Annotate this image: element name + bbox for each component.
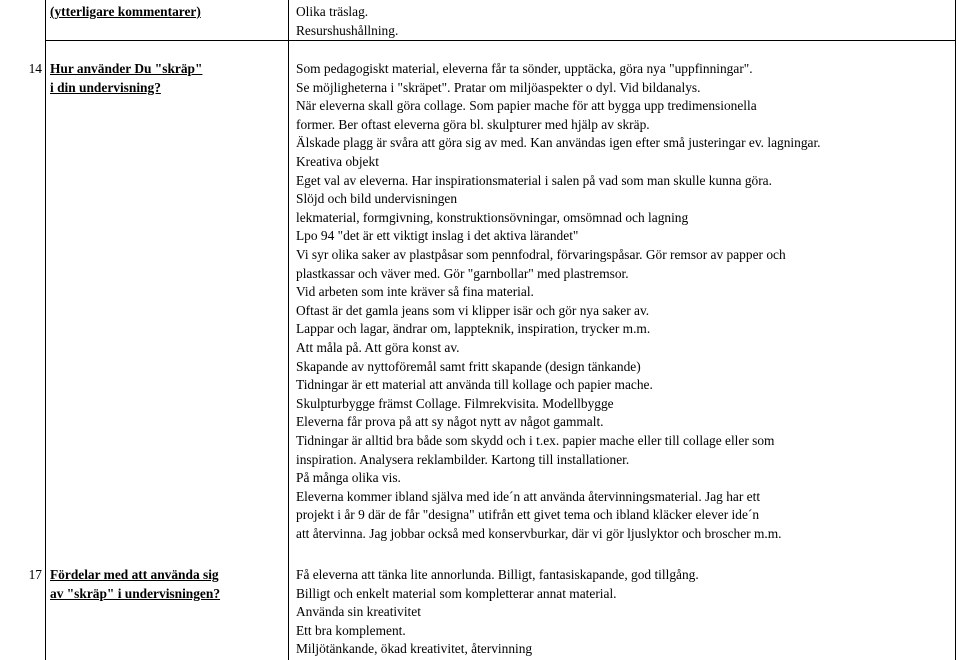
row-divider-header <box>45 40 956 41</box>
answer-line: På många olika vis. <box>296 470 401 486</box>
answer-line: Skulpturbygge främst Collage. Filmrekvisita. Modellbygge <box>296 395 614 411</box>
answer-line: Som pedagogiskt material, eleverna får ta sönder, upptäcka, göra nya "uppfinningar". <box>296 61 753 76</box>
answer-line: inspiration. Analysera reklambilder. Kartong till installationer. <box>296 451 630 467</box>
answer-line: Lpo 94 "det är ett viktigt inslag i det aktiva lärandet" <box>296 228 579 244</box>
question-text: i din undervisning? <box>50 79 161 95</box>
header-answer-line: Resurshushållning. <box>296 22 399 38</box>
answer-line: Skapande av nyttoföremål samt fritt skapande (design tänkande) <box>296 358 641 374</box>
answer-line: Oftast är det gamla jeans som vi klipper isär och gör nya saker av. <box>296 302 650 318</box>
answer-line: Kreativa objekt <box>296 154 379 169</box>
column-divider-left <box>45 0 46 660</box>
answer-line: Eleverna får prova på att sy något nytt av något gammalt. <box>296 414 604 430</box>
answer-line: Tidningar är ett material att använda till kollage och papier mache. <box>296 377 653 393</box>
answer-line: Använda sin kreativitet <box>296 604 421 620</box>
answer-line: Att måla på. Att göra konst av. <box>296 340 460 355</box>
answer-line: Eleverna kommer ibland själva med ide´n att använda återvinningsmaterial. Jag har ett <box>296 488 761 504</box>
answer-line: att återvinna. Jag jobbar också med konservburkar, där vi gör ljuslyktor och broscher m.m. <box>296 526 782 541</box>
column-divider-right <box>955 0 956 660</box>
answer-line: Se möjligheterna i "skräpet". Pratar om miljöaspekter o dyl. Vid bildanalys. <box>296 79 701 95</box>
question-text: Hur använder Du "skräp" <box>50 61 203 76</box>
answer-line: Eget val av eleverna. Har inspirationsmaterial i salen på vad som man skulle kunna göra. <box>296 172 772 188</box>
answer-line: Ett bra komplement. <box>296 622 406 638</box>
answer-line: projekt i år 9 där de får "designa" utifrån ett givet tema och ibland kläcker elever ide´n <box>296 507 760 523</box>
answer-line: Billigt och enkelt material som kompletterar annat material. <box>296 585 617 601</box>
answer-line: Slöjd och bild undervisningen <box>296 191 458 207</box>
question-text: Fördelar med att använda sig <box>50 567 219 582</box>
answer-line: Vi syr olika saker av plastpåsar som pennfodral, förvaringspåsar. Gör remsor av papper och <box>296 247 786 262</box>
answer-line: Vid arbeten som inte kräver så fina material. <box>296 284 534 300</box>
header-question: (ytterligare kommentarer) <box>50 4 201 19</box>
answer-line: Tidningar är alltid bra både som skydd och i t.ex. papier mache eller till collage eller som <box>296 433 775 448</box>
answer-line: Lappar och lagar, ändrar om, lappteknik, inspiration, trycker m.m. <box>296 321 651 337</box>
header-answer-line: Olika träslag. <box>296 4 369 19</box>
answer-line: Miljötänkande, ökad kreativitet, återvinning <box>296 641 533 657</box>
answer-line: lekmaterial, formgivning, konstruktionsövningar, omsömnad och lagning <box>296 209 689 225</box>
answer-line: plastkassar och väver med. Gör "garnbollar" med plastremsor. <box>296 265 629 281</box>
answer-line: När eleverna skall göra collage. Som papier mache för att bygga upp tredimensionella <box>296 98 757 114</box>
question-number: 17 <box>28 567 42 582</box>
column-divider-middle <box>288 0 289 660</box>
answer-line: Älskade plagg är svåra att göra sig av med. Kan användas igen efter små justeringar ev. lagningar. <box>296 135 821 151</box>
answer-line: Få eleverna att tänka lite annorlunda. Billigt, fantasiskapande, god tillgång. <box>296 567 699 582</box>
question-number: 14 <box>28 61 42 76</box>
question-text: av "skräp" i undervisningen? <box>50 585 221 601</box>
answer-line: former. Ber oftast eleverna göra bl. skulpturer med hjälp av skräp. <box>296 116 650 132</box>
